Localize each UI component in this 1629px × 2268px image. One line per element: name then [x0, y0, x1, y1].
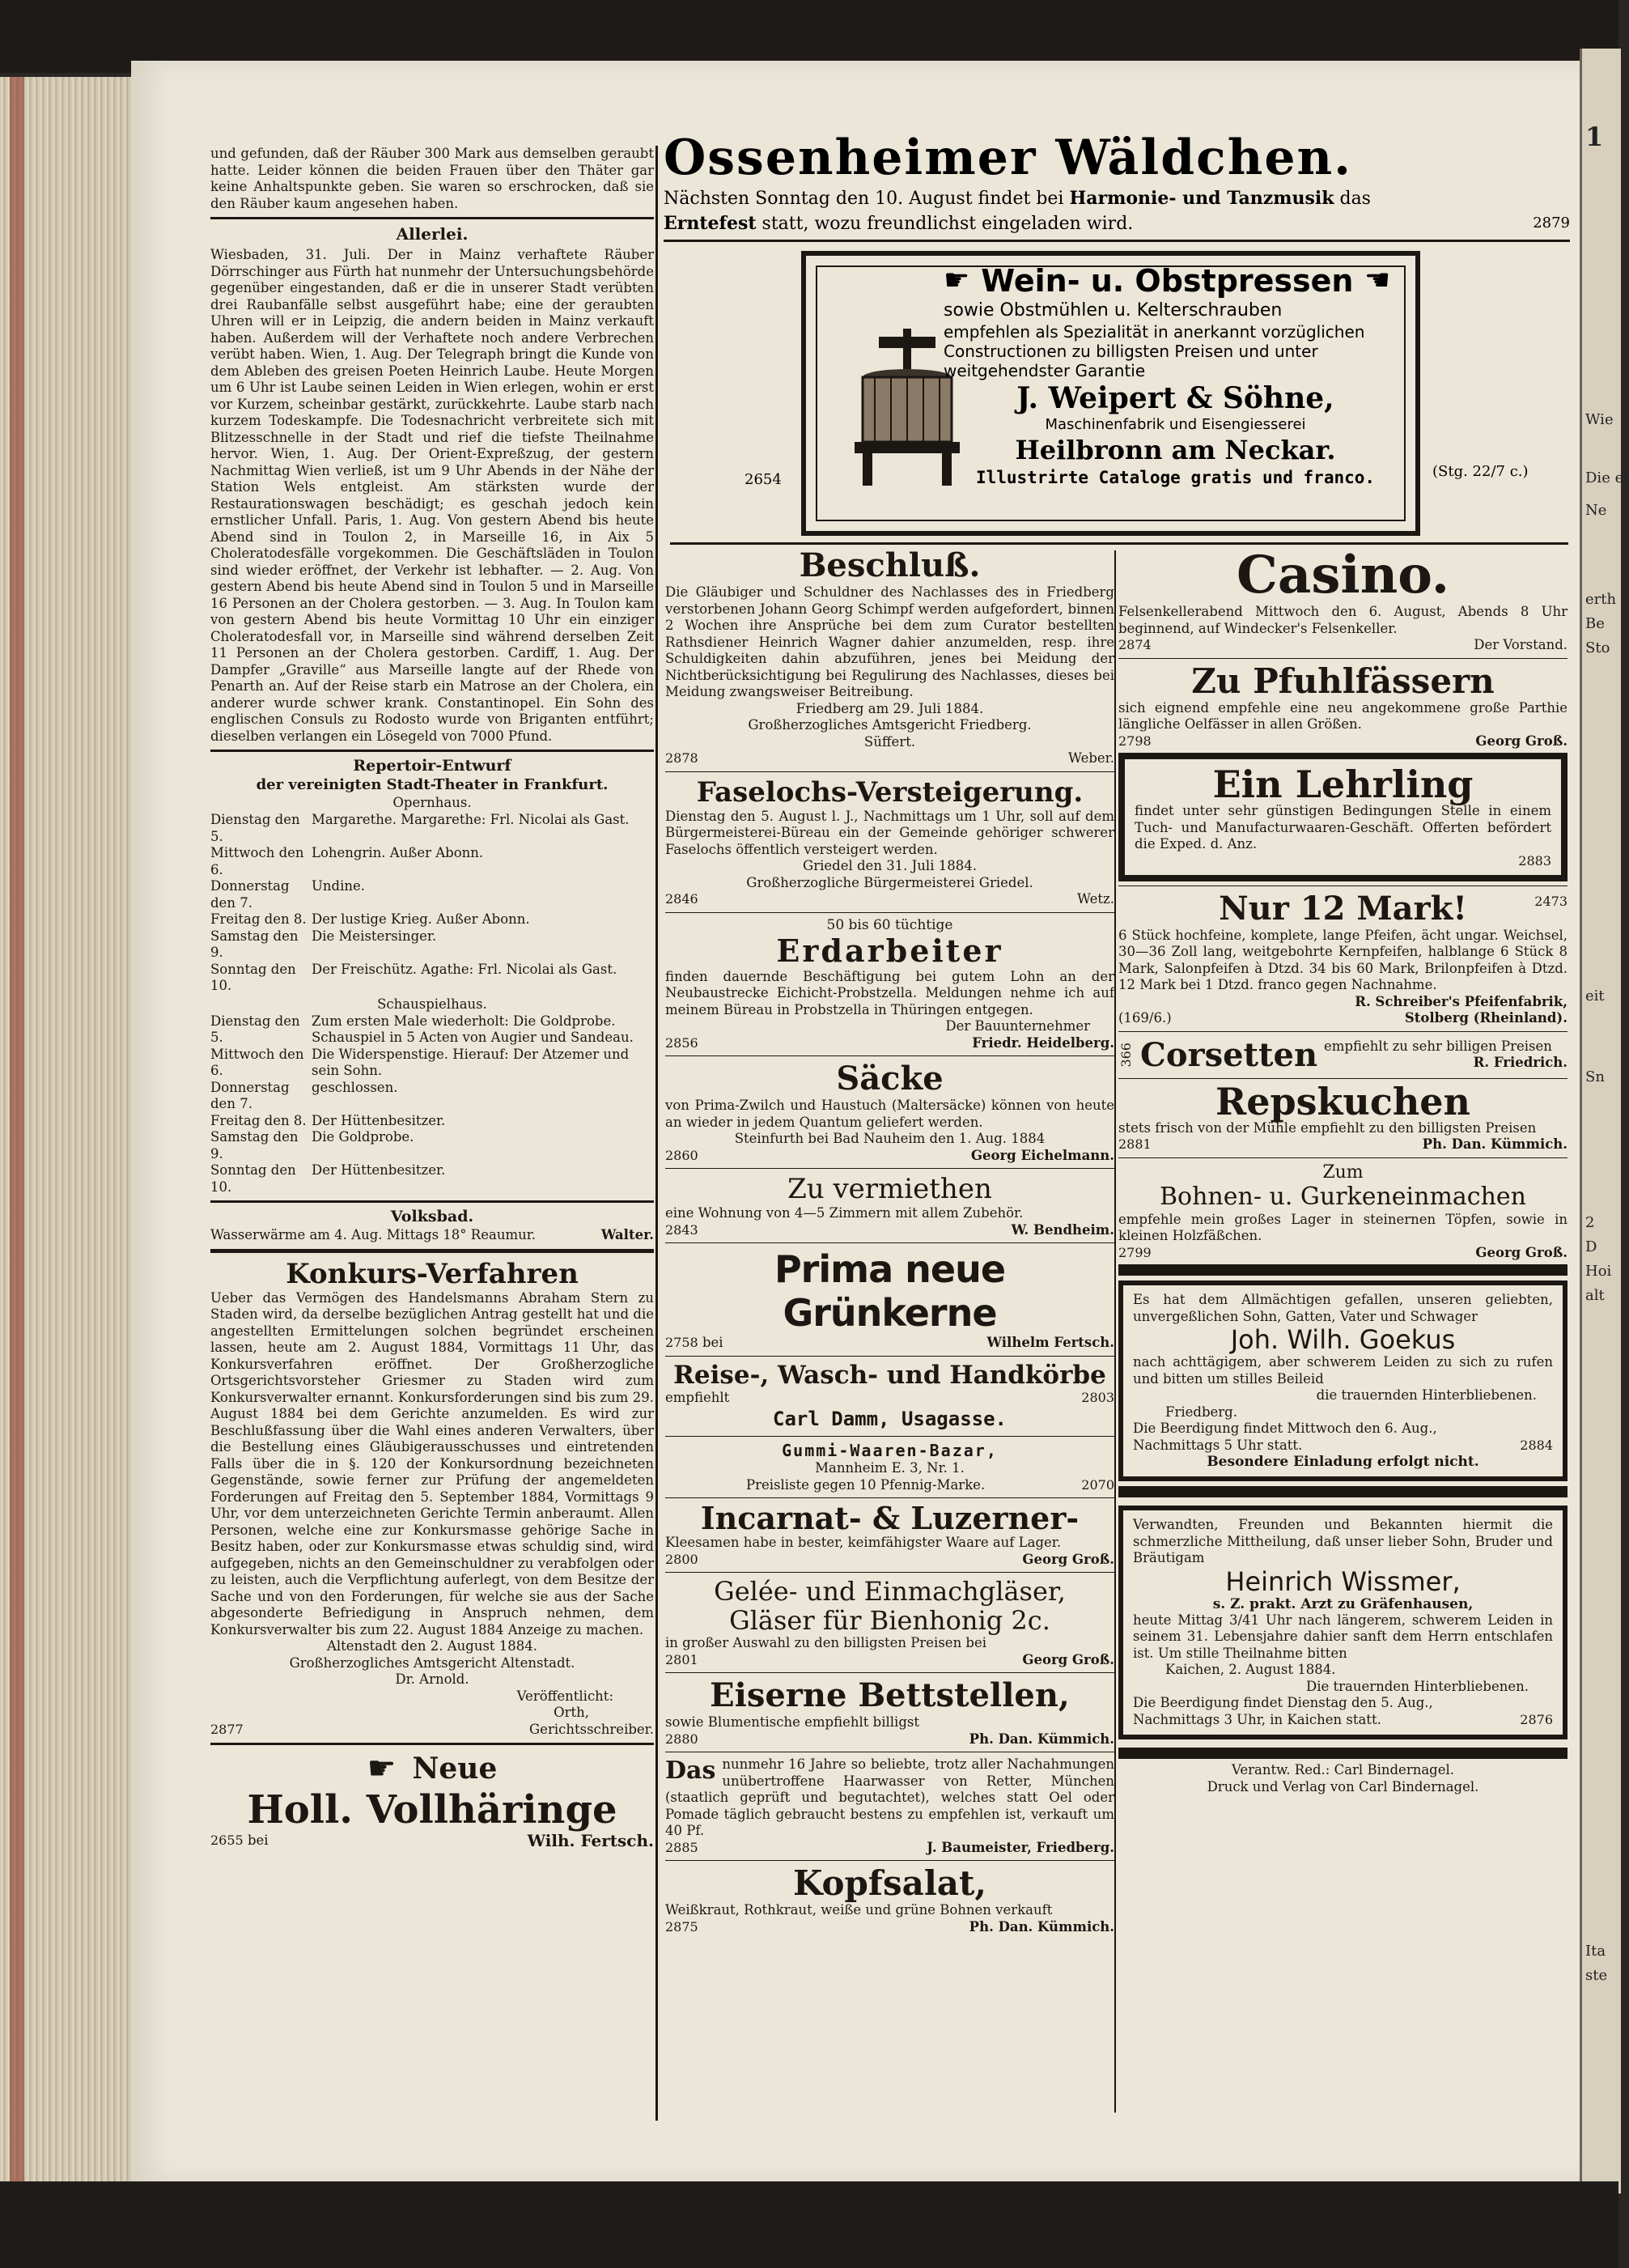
- next-page-text: 2: [1585, 1214, 1595, 1231]
- fasel-name: Wetz.: [1077, 891, 1114, 907]
- repertoire-day: Freitag den 8.: [210, 1112, 307, 1128]
- divider: [665, 771, 1114, 772]
- konkurs-court: Großherzogliches Amtsgericht Altenstadt.: [289, 1654, 575, 1671]
- next-page-text: eit: [1585, 987, 1605, 1004]
- mark-ad: [1118, 890, 1567, 928]
- saecke-heading: Säcke: [836, 1060, 944, 1098]
- repertoire-play: Zum ersten Male wiederholt: Die Goldprobe. Schauspiel in 5 Acten von Augier und Sandeau.: [312, 1013, 634, 1045]
- mark-ref: (169/6.): [1118, 1010, 1172, 1026]
- fasel-footer: [665, 891, 1114, 908]
- divider: [210, 1200, 654, 1203]
- wein-title-row: [944, 262, 1407, 299]
- ad-number: 2846: [665, 891, 698, 907]
- goekus-notice: [1118, 1281, 1567, 1481]
- repertoire-day: Dienstag den 5.: [210, 1013, 300, 1045]
- ad-number: 2655: [210, 1833, 244, 1848]
- ossenheimer-text: Nächsten Sonntag den 10. August findet bei: [664, 189, 1064, 209]
- book-edge-red: [10, 77, 24, 2181]
- wis-text: Verwandten, Freunden und Bekannten hiermit die schmerzliche Mittheilung, daß unser lieber Sohn, Bruder und Bräutigam: [1133, 1517, 1553, 1565]
- divider: [1118, 1031, 1567, 1032]
- reise-heading: Reise-, Wasch- und Handkörbe: [673, 1360, 1106, 1390]
- konkurs-judge: Dr. Arnold.: [395, 1671, 469, 1687]
- repertoire-play: Die Meistersinger.: [312, 928, 437, 944]
- volksbad-text: Wasserwärme am 4. Aug. Mittags 18° Reaumur.: [210, 1227, 537, 1242]
- table-row: [210, 1129, 654, 1162]
- beschluss-footer: [665, 750, 1114, 767]
- gelee-name: Georg Groß.: [1022, 1651, 1114, 1667]
- divider: [665, 1860, 1114, 1861]
- beschluss-text: Die Gläubiger und Schuldner des Nachlasses des in Friedberg verstorbenen Johann Georg Schimpf werden aufgefordert, binnen 2 Wochen ihre Ansprüche bei dem zum Curator bestellten Rathsdiener Heinrich Wagner dahier anzumelden, resp. ihre Schuldigkeiten dahin abzuführen, jenes bei Meidung der Nichtberücksichtigung bei Regulirung des Nachlasses, dieses bei Meidung zwangsweiser Beitreibung.: [665, 584, 1114, 699]
- casino-heading: Casino.: [1236, 545, 1450, 605]
- gummi-addr: Mannheim E. 3, Nr. 1.: [815, 1460, 965, 1476]
- repertoire-day: Freitag den 8.: [210, 911, 307, 927]
- repertoire-day: Mittwoch den 6.: [210, 1046, 304, 1078]
- das-text: nunmehr 16 Jahre so beliebte, trotz aller Nachahmungen unübertroffene Haarwasser von Retter, München (staatlich geprüft und begutachtet), welches statt Oel oder Pomade täglich gebraucht bestens zu empfehlen ist, verkauft um 40 Pf.: [665, 1756, 1114, 1838]
- goe-burial-line: [1133, 1421, 1553, 1454]
- divider: [665, 1055, 1114, 1056]
- gruen-name: Wilhelm Fertsch.: [986, 1335, 1114, 1350]
- gummi-line: [665, 1477, 1114, 1494]
- divider: [665, 1436, 1114, 1437]
- next-page-text: Be: [1585, 615, 1605, 632]
- incarnat-heading: Incarnat- & Luzerner-: [700, 1500, 1080, 1536]
- goe-name: Joh. Wilh. Goekus: [1230, 1324, 1456, 1355]
- table-row: [210, 962, 654, 995]
- repertoire-play: Der Hüttenbesitzer.: [312, 1112, 446, 1128]
- konkurs-place: Altenstadt den 2. August 1884.: [326, 1638, 538, 1654]
- bohn-text: empfehle mein großes Lager in steinernen Töpfen, sowie in kleinen Holzfäßchen.: [1118, 1211, 1567, 1243]
- repertoire-play: Die Widerspenstige. Hierauf: Der Atzemer und sein Sohn.: [312, 1046, 630, 1078]
- erd-name: Friedr. Heidelberg.: [972, 1034, 1114, 1051]
- holl-footer: [210, 1833, 654, 1850]
- ad-number: 2884: [1520, 1437, 1553, 1453]
- divider: [665, 1572, 1114, 1573]
- goe-text: Es hat dem Allmächtigen gefallen, unseren geliebten, unvergeßlichen Sohn, Gatten, Vater und Schwager: [1133, 1292, 1553, 1324]
- table-row: [210, 911, 654, 928]
- cors-text: empfiehlt zu sehr billigen Preisen: [1324, 1038, 1552, 1054]
- repertoire-play: geschlossen.: [312, 1079, 398, 1095]
- pfuhl-footer: [1118, 733, 1567, 750]
- wissmer-notice: [1118, 1506, 1567, 1739]
- repertoire-heading: Repertoir-Entwurf: [353, 757, 511, 775]
- footer-publisher: Druck und Verlag von Carl Bindernagel.: [1207, 1778, 1479, 1794]
- divider: [665, 1497, 1114, 1498]
- beschluss-place: Friedberg am 29. Juli 1884.: [795, 700, 984, 716]
- gelee-text: in großer Auswahl zu den billigsten Preisen bei: [665, 1635, 987, 1650]
- ad-number: 2473: [1534, 893, 1567, 909]
- volksbad-heading: Volksbad.: [390, 1208, 474, 1225]
- ad-number: 2799: [1118, 1244, 1152, 1260]
- ad-number: 2880: [665, 1731, 698, 1747]
- holl-bei: bei: [247, 1833, 269, 1848]
- divider: [665, 1356, 1114, 1357]
- ad-number: 2860: [665, 1147, 698, 1163]
- saecke-place: Steinfurth bei Bad Nauheim den 1. Aug. 1884: [734, 1131, 1046, 1146]
- fasel-place: Griedel den 31. Juli 1884.: [803, 858, 977, 873]
- pfuhl-text: sich eignend empfehle eine neu angekommene große Parthie längliche Oelfässer in allen Größen.: [1118, 699, 1567, 732]
- table-row: [210, 878, 654, 911]
- table-row: [210, 1080, 654, 1113]
- das-word: Das: [665, 1756, 716, 1785]
- divider: [665, 912, 1114, 913]
- mark-name: R. Schreiber's Pfeifenfabrik,: [1355, 993, 1567, 1009]
- schauspielhaus-heading: Schauspielhaus.: [377, 996, 487, 1012]
- verm-footer: [665, 1222, 1114, 1239]
- wis-sign: Die trauernden Hinterbliebenen.: [1305, 1678, 1529, 1694]
- table-row: [210, 928, 654, 962]
- repertoire-day: Dienstag den 5.: [210, 812, 300, 844]
- konkurs-text: Ueber das Vermögen des Handelsmanns Abraham Stern zu Staden wird, da derselbe bezüglichen Antrag gestellt hat und die angestellten Ermittelungen solchen begründet erscheinen lassen, heute am 2. August 1884, Vormittags 11 Uhr, das Konkursverfahren eröffnet. Der Großherzogliche Ortsgerichtsvorsteher Griesmer zu Staden wird zum Konkursverwalter ernannt. Konkursforderungen sind bis zum 29. August 1884 bei dem Gerichte anzumelden. Es wird zur Beschlußfassung über die Wahl eines anderen Verwalters, über die Bestellung eines Gläubigerausschusses und eintretenden Falls über die in §. 120 der Konkursordnung bezeichneten Gegenstände, sowie ferner zur Prüfung der angemeldeten Forderungen auf Freitag den 5. September 1884, Vormittags 9 Uhr, vor dem unterzeichneten Gerichte Termin anberaumt. Allen Personen, welche eine zur Konkursmasse gehörige Sache in Besitz haben, oder zur Konkursmasse etwas schuldig sind, wird aufgegeben, nichts an den Gemeinschuldner zu verabfolgen oder zu leisten, auch die Verpflichtung auferlegt, von dem Besitze der Sache und von den Forderungen, für welche sie aus der Sache abgesonderte Befriedigung in Anspruch nehmen, dem Konkursverwalter bis zum 22. August 1884 Anzeige zu machen.: [210, 1289, 654, 1637]
- verm-text: eine Wohnung von 4—5 Zimmern mit allem Zubehör.: [665, 1205, 1024, 1221]
- eiserne-name: Ph. Dan. Kümmich.: [969, 1731, 1114, 1747]
- fasel-heading: Faselochs-Versteigerung.: [696, 775, 1084, 809]
- wein-text-block: [944, 262, 1407, 489]
- divider: [1118, 1078, 1567, 1079]
- ad-number: 2856: [665, 1034, 698, 1051]
- ad-number: 2803: [1081, 1389, 1114, 1405]
- wein-obstpressen-ad: [801, 251, 1420, 536]
- reise-emp: empfiehlt: [665, 1389, 730, 1405]
- gruen-bei: bei: [702, 1335, 723, 1350]
- divider: [210, 217, 654, 219]
- konkurs-heading: Konkurs-Verfahren: [286, 1257, 579, 1290]
- ossenheimer-bold: Harmonie- und Tanzmusik: [1069, 188, 1334, 209]
- ad-number: 366: [1118, 1042, 1134, 1068]
- erd-pre: 50 bis 60 tüchtige: [826, 916, 953, 933]
- column-right: [1118, 547, 1567, 1795]
- next-page-text: Hoi: [1585, 1263, 1612, 1280]
- reps-text: stets frisch von der Mühle empfiehlt zu den billigsten Preisen: [1118, 1119, 1537, 1136]
- divider: [210, 1743, 654, 1745]
- mourning-bar: [1118, 1264, 1567, 1276]
- bohn-name: Georg Groß.: [1475, 1244, 1567, 1260]
- wein-catalog: Illustrirte Cataloge gratis und franco.: [975, 468, 1376, 487]
- kopf-text: Weißkraut, Rothkraut, weiße und grüne Bohnen verkauft: [665, 1902, 1053, 1918]
- ad-number: 2758: [665, 1335, 698, 1350]
- konkurs-published: Veröffentlicht:: [516, 1688, 613, 1704]
- fasel-text: Dienstag den 5. August l. J., Nachmittags um 1 Uhr, soll auf dem Bürgermeisterei-Büreau ein der Gemeinde gehöriger schwerer Faselochs öffentlich versteigert werden.: [665, 808, 1114, 857]
- saecke-name: Georg Eichelmann.: [970, 1147, 1114, 1163]
- next-page-text: D: [1585, 1238, 1597, 1255]
- wis-burial-line: [1133, 1695, 1553, 1728]
- ad-number: 2070: [1081, 1476, 1114, 1493]
- divider: [664, 240, 1570, 242]
- ad-number: 2801: [665, 1651, 698, 1667]
- mark-text: 6 Stück hochfeine, komplete, lange Pfeifen, ächt ungar. Weichsel, 30—36 Zoll lang, weitgebohrte Kernpfeifen, halblange 6 Stück 8 Mark, Salonpfeifen à Dtzd. 34 bis 60 Mark, Brilonpfeifen à Dtzd. 12 Mark bei 1 Dtzd. franco gegen Nachnahme.: [1118, 927, 1567, 992]
- reise-line: [665, 1390, 1114, 1407]
- column-rule: [1114, 550, 1116, 2113]
- ad-number: 2881: [1118, 1136, 1152, 1152]
- schauspielhaus-table: [210, 1013, 654, 1196]
- das-footer: [665, 1840, 1114, 1857]
- next-page-text: Sto: [1585, 639, 1610, 656]
- wis-place: Kaichen, 2. August 1884.: [1165, 1662, 1336, 1677]
- reps-heading: Repskuchen: [1215, 1079, 1471, 1123]
- table-row: [210, 812, 654, 845]
- wis-role: s. Z. prakt. Arzt zu Gräfenhausen,: [1212, 1595, 1474, 1612]
- reps-footer: [1118, 1136, 1567, 1153]
- kopf-heading: Kopfsalat,: [792, 1863, 987, 1903]
- gruen-heading: Prima neue Grünkerne: [774, 1247, 1006, 1335]
- divider: [665, 1672, 1114, 1673]
- mourning-bar: [1118, 1748, 1567, 1759]
- casino-name: Der Vorstand.: [1474, 637, 1567, 652]
- verm-heading: Zu vermiethen: [787, 1173, 992, 1205]
- ad-number: 2878: [665, 750, 698, 766]
- pointing-hand-icon: ☛: [944, 264, 970, 297]
- wein-ref: (Stg. 22/7 c.): [1432, 463, 1529, 480]
- next-page-text: Ne: [1585, 502, 1607, 519]
- column-rule: [655, 146, 658, 2121]
- book-bottom-shadow: [0, 2181, 1618, 2268]
- table-row: [210, 1047, 654, 1080]
- saecke-footer: [665, 1148, 1114, 1165]
- repertoire-day: Donnerstag den 7.: [210, 1079, 290, 1111]
- wein-title: Wein- u. Obstpressen: [981, 263, 1354, 299]
- mourning-bar: [1118, 1486, 1567, 1497]
- divider: [1118, 658, 1567, 659]
- divider: [665, 1242, 1114, 1243]
- opernhaus-heading: Opernhaus.: [392, 795, 472, 810]
- holl-title: Holl. Vollhäringe: [247, 1787, 617, 1833]
- divider: [665, 1168, 1114, 1169]
- goe-burial: Die Beerdigung findet Mittwoch den 6. Aug., Nachmittags 5 Uhr statt.: [1133, 1421, 1437, 1453]
- next-page-text: Die et: [1585, 469, 1629, 486]
- goe-note: Besondere Einladung erfolgt nicht.: [1207, 1454, 1479, 1470]
- beschluss-court: Großherzogliches Amtsgericht Friedberg.: [748, 717, 1032, 733]
- next-page-text: Ita: [1585, 1943, 1606, 1960]
- holl-header: [210, 1750, 654, 1787]
- allerlei-text: Wiesbaden, 31. Juli. Der in Mainz verhaftete Räuber Dörrschinger aus Fürth hat nunmehr der Untersuchungsbehörde gegenüber eingestanden, daß er die in unserer Stadt verübten drei Raubanfälle selbst ausgeführt habe; eine der geraubten Uhren will er in Leipzig, die andern beiden in Mainz verkauft haben. Außerdem will der Verhaftete noch andere Verbrechen verübt haben. Wien, 1. Aug. Der Telegraph bringt die Kunde von dem Ableben des greisen Poeten Heinrich Laube. Heute Morgen um 6 Uhr ist Laube seinen Leiden in Wien erlegen, wohin er erst vor Kurzem, scheinbar gestärkt, zurückkehrte. Laube starb nach kurzem Todeskampfe. Die Todesnachricht verbreitete sich mit Blitzesschnelle in der Stadt und rief die tiefste Theilnahme hervor. Wien, 1. Aug. Der Orient-Expreßzug, der gestern Nachmittag Wien verließ, ist um 9 Uhr Abends in der Nähe der Station Wels entgleist. Am stärksten wurde der Restaurationswagen beschädigt; es geschah jedoch kein ernstlicher Unfall. Paris, 1. Aug. Von gestern Abend bis heute Abend sind in Toulon 2, in Marseille 16, in Aix 5 Choleratodesfälle vorgekommen. Die Geschäftsläden in Toulon sind wieder eröffnet, der Verkehr ist lebhafter. — 2. Aug. Von gestern Abend bis heute Abend sind in Toulon 5 und in Marseille 16 Personen an der Cholera gestorben. — 3. Aug. In Toulon kam von gestern Abend bis heute Vormittag 10 Uhr ein einziger Choleratodesfall vor, in Marseille sind während derselben Zeit 11 Personen an der Cholera gestorben. Cardiff, 1. Aug. Der Dampfer „Graville“ aus Marseille langte auf der Rhede von Penarth an. Auf der Reise starb ein Matrose an der Cholera, ein anderer wurde schwer krank. Constantinopel. Ein Sohn des englischen Consuls zu Rodosto wurde von Briganten entführt; dieselben verlangen ein Lösegeld von 7000 Pfund.: [210, 247, 654, 744]
- volksbad-name: Walter.: [600, 1227, 654, 1242]
- holl-name: Wilh. Fertsch.: [527, 1831, 654, 1850]
- ad-number: 2883: [1518, 852, 1551, 869]
- kopf-name: Ph. Dan. Kümmich.: [969, 1918, 1114, 1935]
- beschluss-sign: Süffert.: [863, 733, 916, 750]
- eiserne-footer: [665, 1731, 1114, 1748]
- repertoire-day: Sonntag den 10.: [210, 961, 296, 993]
- erd-heading: Erdarbeiter: [776, 932, 1003, 969]
- ad-number: 2798: [1118, 733, 1152, 749]
- holl-neue: Neue: [412, 1752, 498, 1786]
- reps-name: Ph. Dan. Kümmich.: [1422, 1136, 1567, 1152]
- gummi-price: Preisliste gegen 10 Pfennig-Marke.: [746, 1476, 986, 1493]
- gelee-heading-2: Gläser für Bienhonig 2c.: [729, 1605, 1050, 1636]
- ad-number: 2877: [210, 1721, 244, 1737]
- incarnat-name: Georg Groß.: [1022, 1551, 1114, 1567]
- ad-number: 2654: [745, 471, 782, 488]
- next-page-text: ste: [1585, 1967, 1608, 1984]
- gummi-heading: Gummi-Waaren-Bazar,: [782, 1441, 998, 1460]
- page-edges: [0, 77, 134, 2181]
- ad-number: 2800: [665, 1551, 698, 1567]
- mark-footer: [1118, 1010, 1567, 1027]
- repertoire-subheading: der vereinigten Stadt-Theater in Frankfurt.: [256, 776, 609, 793]
- das-name: J. Baumeister, Friedberg.: [927, 1839, 1114, 1855]
- ossenheimer-text: statt, wozu freundlichst eingeladen wird.: [761, 214, 1134, 234]
- reise-name: Carl Damm, Usagasse.: [773, 1408, 1007, 1430]
- next-page-text: Sn: [1585, 1068, 1605, 1085]
- corsetten-ad: [1118, 1036, 1567, 1074]
- repertoire-day: Samstag den 9.: [210, 1129, 299, 1162]
- incarnat-text: Kleesamen habe in bester, keimfähigster Waare auf Lager.: [665, 1535, 1062, 1550]
- repertoire-day: Samstag den 9.: [210, 928, 299, 960]
- wein-line1: sowie Obstmühlen u. Kelterschrauben: [944, 300, 1283, 321]
- cors-heading: Corsetten: [1140, 1035, 1318, 1074]
- repertoire-play: Lohengrin. Außer Abonn.: [312, 845, 484, 860]
- gelee-heading: Gelée- und Einmachgläser,: [714, 1576, 1066, 1607]
- konkurs-footer: [210, 1722, 654, 1739]
- repertoire-day: Sonntag den 10.: [210, 1162, 296, 1195]
- next-page-text: Wie: [1585, 411, 1614, 428]
- bohn-heading: Bohnen- u. Gurkeneinmachen: [1160, 1182, 1526, 1211]
- fasel-sign: Großherzogliche Bürgermeisterei Griedel.: [746, 874, 1033, 890]
- table-row: [210, 1013, 654, 1047]
- table-row: [210, 845, 654, 878]
- lehr-heading: Ein Lehrling: [1212, 762, 1474, 806]
- wein-line2: empfehlen als Spezialität in anerkannt vorzüglichen Constructionen zu billigsten Preisen und unter weitgehendster Garantie: [944, 322, 1365, 380]
- repertoire-play: Die Goldprobe.: [312, 1129, 414, 1145]
- wein-firm: J. Weipert & Söhne,: [1016, 381, 1334, 415]
- repertoire-play: Der Hüttenbesitzer.: [312, 1162, 446, 1178]
- repertoire-play: Undine.: [312, 878, 366, 894]
- erd-role: Der Bauunternehmer: [945, 1018, 1090, 1034]
- article-intro: und gefunden, daß der Räuber 300 Mark aus demselben geraubt hatte. Leider können die beiden Frauen über den Thäter gar keine Anhaltspunkte geben. Sie waren so erschrocken, daß sie den Räuber kaum angesehen haben.: [210, 146, 654, 211]
- beschluss-name: Weber.: [1067, 750, 1114, 766]
- wis-burial: Die Beerdigung findet Dienstag den 5. Aug., Nachmittags 3 Uhr, in Kaichen statt.: [1133, 1695, 1433, 1727]
- footer-editor: Verantw. Red.: Carl Bindernagel.: [1231, 1762, 1455, 1777]
- table-row: [210, 1162, 654, 1196]
- ossenheimer-line2: [664, 211, 1570, 236]
- next-page-text: alt: [1585, 1287, 1605, 1304]
- konkurs-role: Gerichtsschreiber.: [529, 1721, 654, 1737]
- allerlei-heading: Allerlei.: [396, 224, 469, 244]
- pointing-hand-icon: ☛: [1364, 264, 1391, 297]
- verm-name: W. Bendheim.: [1011, 1221, 1114, 1238]
- gruen-footer: [665, 1335, 1114, 1352]
- pointing-hand-icon: ☛: [367, 1750, 397, 1787]
- ad-number: 2879: [1533, 214, 1570, 231]
- ad-number: 2885: [665, 1839, 698, 1855]
- mark-heading: Nur 12 Mark!: [1219, 889, 1467, 928]
- das-block: [665, 1756, 1114, 1840]
- next-page-edge: [1580, 49, 1629, 2194]
- divider: [210, 750, 654, 752]
- opernhaus-table: [210, 812, 654, 995]
- ad-number: 2874: [1118, 637, 1152, 652]
- saecke-text: von Prima-Zwilch und Haustuch (Maltersäcke) können von heute an wieder in jedem Quantum geliefert werden.: [665, 1098, 1114, 1130]
- lehrling-box: [1118, 753, 1567, 881]
- bohn-footer: [1118, 1245, 1567, 1262]
- column-left: [210, 146, 654, 1850]
- repertoire-day: Donnerstag den 7.: [210, 878, 290, 911]
- wein-city: Heilbronn am Neckar.: [1015, 435, 1336, 465]
- casino-footer: [1118, 637, 1567, 654]
- beschluss-heading: Beschluß.: [799, 546, 981, 584]
- wis-name: Heinrich Wissmer,: [1225, 1565, 1461, 1597]
- eiserne-text: sowie Blumentische empfiehlt billigst: [665, 1714, 919, 1730]
- kopf-footer: [665, 1919, 1114, 1936]
- ossenheimer-ad: [664, 130, 1570, 247]
- volksbad-line: [210, 1227, 654, 1244]
- ossenheimer-bold: Erntefest: [664, 213, 757, 234]
- casino-text: Felsenkellerabend Mittwoch den 6. August, Abends 8 Uhr beginnend, auf Windecker's Felsenkeller.: [1118, 604, 1567, 636]
- ad-number: 2876: [1520, 1711, 1553, 1727]
- goe-place: Friedberg.: [1165, 1404, 1237, 1420]
- column-middle: [665, 547, 1114, 1935]
- goe-sign: die trauernden Hinterbliebenen.: [1316, 1387, 1537, 1403]
- cors-block: [1324, 1038, 1567, 1072]
- divider: [1118, 1157, 1567, 1158]
- gelee-footer: [665, 1652, 1114, 1669]
- next-page-text: erth: [1585, 591, 1617, 608]
- wein-firm-sub: Maschinenfabrik und Eisengiesserei: [1045, 416, 1306, 433]
- repertoire-day: Mittwoch den 6.: [210, 845, 304, 877]
- repertoire-play: Der lustige Krieg. Außer Abonn.: [312, 911, 530, 927]
- cors-name: R. Friedrich.: [1473, 1055, 1567, 1070]
- konkurs-published-name: Orth,: [554, 1705, 589, 1720]
- table-row: [210, 1113, 654, 1130]
- ossenheimer-title: Ossenheimer Wäldchen.: [664, 130, 1353, 186]
- erd-text: finden dauernde Beschäftigung bei gutem Lohn an der Neubaustrecke Eichicht-Probstzella. Meldungen nehme ich auf meinem Büreau in Probstzella in Thüringen entgegen.: [665, 968, 1114, 1017]
- divider: [210, 1249, 654, 1253]
- repertoire-play: Der Freischütz. Agathe: Frl. Nicolai als Gast.: [312, 961, 617, 977]
- eiserne-heading: Eiserne Bettstellen,: [710, 1676, 1070, 1714]
- bohn-zum: Zum: [1322, 1162, 1364, 1183]
- incarnat-footer: [665, 1552, 1114, 1569]
- ossenheimer-line1: [664, 186, 1570, 211]
- mark-city: Stolberg (Rheinland).: [1404, 1010, 1567, 1026]
- pfuhl-heading: Zu Pfuhlfässern: [1191, 660, 1495, 701]
- ossenheimer-text: das: [1339, 189, 1371, 209]
- lehr-text: findet unter sehr günstigen Bedingungen Stelle in einem Tuch- und Manufacturwaaren-Geschäft. Offerten befördert die Exped. d. Anz.: [1135, 803, 1551, 852]
- pfuhl-name: Georg Groß.: [1475, 733, 1567, 749]
- goe-text2: nach achttägigem, aber schwerem Leiden zu sich zu rufen und bitten um stilles Beileid: [1133, 1354, 1553, 1387]
- next-page-text: 1: [1585, 121, 1604, 152]
- erd-footer: [665, 1035, 1114, 1052]
- ad-number: 2875: [665, 1918, 698, 1935]
- ad-number: 2843: [665, 1221, 698, 1238]
- wis-text2: heute Mittag 3/41 Uhr nach längerem, schwerem Leiden in seinem 31. Lebensjahre dahier sanft dem Herrn entschlafen ist. Um stille Theilnahme bitten: [1133, 1612, 1553, 1661]
- repertoire-play: Margarethe. Margarethe: Frl. Nicolai als Gast.: [312, 812, 630, 827]
